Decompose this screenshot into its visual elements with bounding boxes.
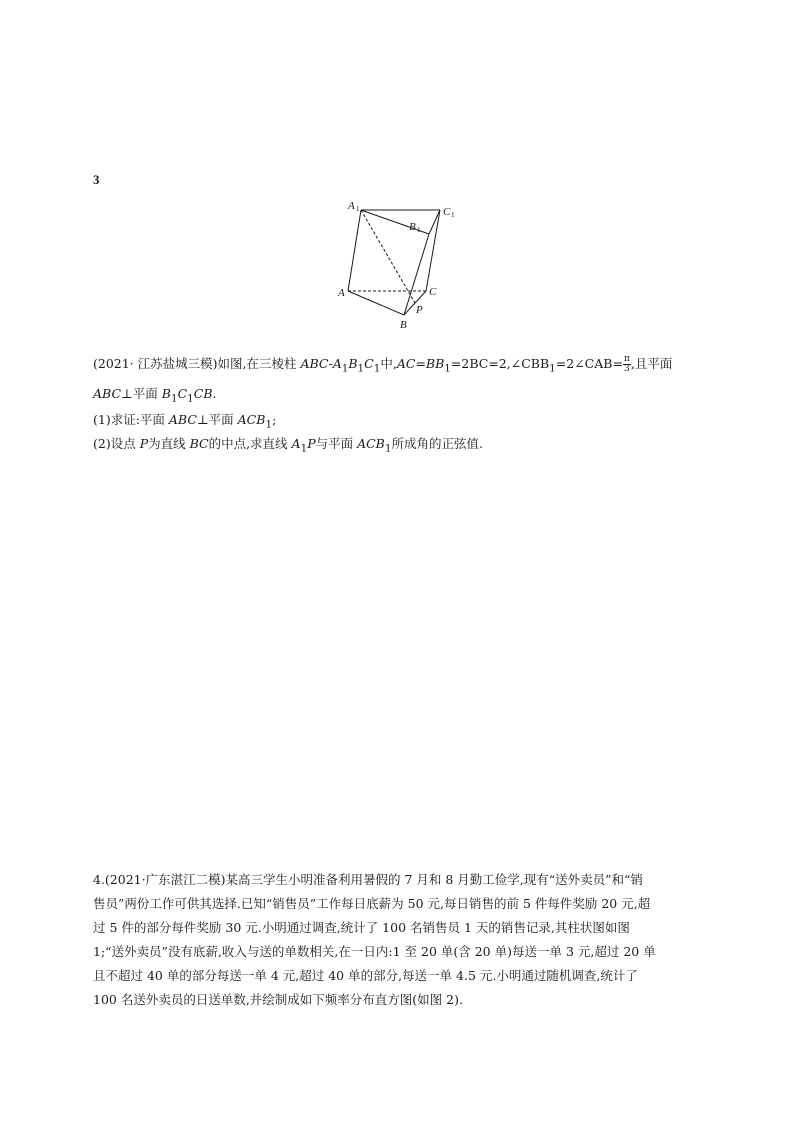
q4-line-3: 过 5 件的部分每件奖励 30 元.小明通过调查,统计了 100 名销售员 1 天的销售记录,其柱状图如图 [93,920,630,935]
prism-figure [336,198,464,332]
label-a1: A [348,200,355,212]
label-p: P [416,304,423,316]
q4-line-2: 售员”两份工作可供其选择.已知“销售员”工作每日底薪为 50 元,每日销售的前 5 件每件奖励 20 元,超 [93,896,651,911]
segment-a1p-hidden [361,210,415,303]
label-c1: C [443,206,451,218]
label-a: A [338,287,345,299]
edge-cc1 [426,210,440,291]
label-c: C [429,286,437,298]
q4-line-4: 1;“送外卖员”没有底薪,收入与送的单数相关,在一日内:1 至 20 单(含 20 单)每送一单 3 元,超过 20 单 [93,944,656,959]
label-b1: B [409,221,416,233]
label-b: B [400,319,407,331]
q3-stem-line-2: ABC⊥平面 $B_1C_1CB$. [93,386,217,405]
q3-stem-line-1: (2021· 江苏盐城三模)如图,在三棱柱 ABC-$A_1B_1C_1$中$,AC=BB_1=2BC=2,\angle CBB_1=2\angle CAB=$ $\frac{\pi}{3}$ ,且平面 [93,354,673,375]
edge-ab [348,291,404,315]
q3-part-1: (1)求证:平面 ABC⊥平面 $ACB_1$; [93,412,277,431]
q3-part-2: (2)设点 P为直线 BC的中点,求直线 $A_1P$与平面 $ACB_1$所成角的正弦值. [93,436,483,455]
label-c1-sub: 1 [451,211,455,219]
q4-line-5: 且不超过 40 单的部分每送一单 4 元,超过 40 单的部分,每送一单 4.5 元.小明通过随机调查,统计了 [93,968,638,983]
question-3-number: 3 [93,172,100,187]
q4-line-6: 100 名送外卖员的日送单数,并绘制成如下频率分布直方图(如图 2). [93,992,463,1007]
q4-line-1: 4.(2021·广东湛江二模)某高三学生小明准备利用暑假的 7 月和 8 月勤工俭学,现有“送外卖员”和“销 [93,872,643,887]
label-a1-sub: 1 [356,205,360,213]
edge-aa1 [348,210,361,291]
fraction-pi-over-3: $\frac{\pi}{3}$ [623,354,630,374]
question-4 [93,868,713,1012]
label-b1-sub: 1 [417,226,421,234]
